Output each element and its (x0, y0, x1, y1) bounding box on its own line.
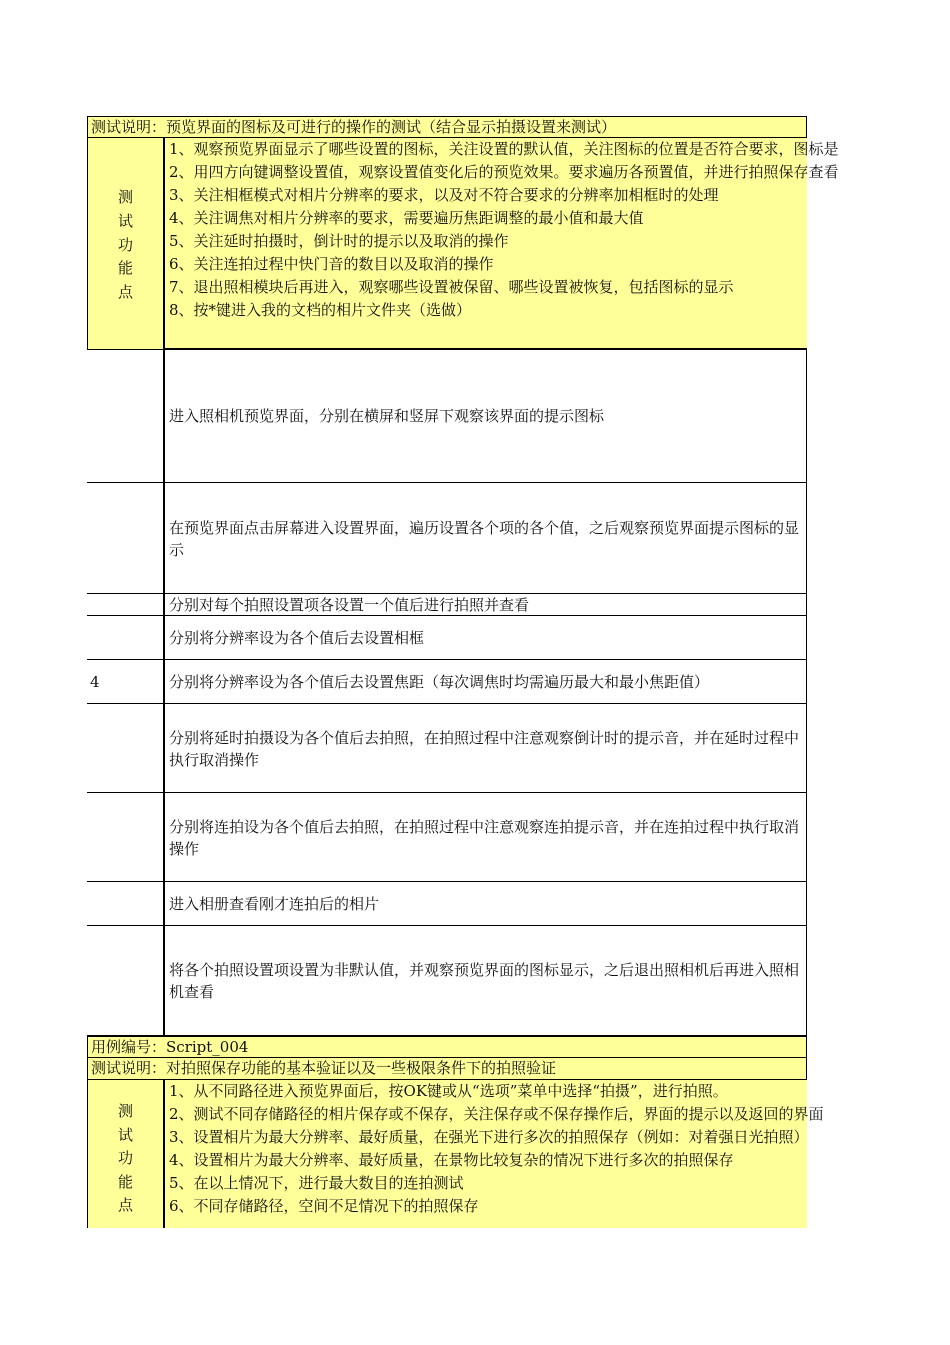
function-points-cell (163, 1080, 824, 1228)
step-number (90, 704, 164, 792)
function-point: 8、按*键进入我的文档的相片文件夹（选做） (169, 301, 472, 319)
function-point: 1、从不同路径进入预览界面后，按OK键或从“选项”菜单中选择“拍摄”，进行拍照。 (169, 1082, 728, 1100)
step-number (90, 882, 164, 925)
function-point: 6、关注连拍过程中快门音的数目以及取消的操作 (169, 255, 494, 273)
function-label-char: 点 (117, 1196, 133, 1214)
step-number (90, 793, 164, 881)
step-text: 分别对每个拍照设置项各设置一个值后进行拍照并查看 (169, 596, 530, 614)
function-label-char: 测 (117, 1102, 133, 1120)
function-points-cell (163, 138, 839, 350)
step-text: 在预览界面点击屏幕进入设置界面，遍历设置各个项的各个值，之后观察预览界面提示图标的显示 (169, 519, 800, 559)
step-text-cell (163, 483, 807, 593)
step-text-cell (163, 704, 807, 792)
step-text-cell (163, 882, 807, 925)
step-text-cell (163, 793, 807, 881)
step-row (87, 793, 807, 882)
step-number: 4 (90, 673, 100, 691)
function-label-char: 试 (117, 1126, 133, 1144)
step-number (90, 926, 164, 1035)
function-point: 7、退出照相模块后再进入，观察哪些设置被保留、哪些设置被恢复，包括图标的显示 (169, 278, 734, 296)
function-points-label-cell (87, 138, 164, 350)
step-row (87, 349, 807, 483)
step-row (87, 616, 807, 660)
case-id-row (87, 1037, 807, 1058)
step-number (90, 483, 164, 593)
function-point: 3、设置相片为最大分辨率、最好质量，在强光下进行多次的拍照保存（例如：对着强日光拍照） (169, 1128, 809, 1146)
function-point: 2、用四方向键调整设置值，观察设置值变化后的预览效果。要求遍历各预置值，并进行拍照保存查看 (169, 163, 839, 181)
function-label-char: 试 (117, 212, 133, 230)
step-row (87, 594, 807, 616)
step-number (90, 594, 164, 615)
step-text: 分别将延时拍摄设为各个值后去拍照，在拍照过程中注意观察倒计时的提示音，并在延时过程中执行取消操作 (169, 729, 800, 769)
step-row (87, 882, 807, 926)
step-text-cell (163, 926, 807, 1035)
step-text-cell (163, 616, 807, 659)
function-point: 1、观察预览界面显示了哪些设置的图标，关注设置的默认值，关注图标的位置是否符合要求，图标是 (169, 140, 839, 158)
function-label-char: 功 (117, 236, 133, 254)
case-id: 用例编号：Script_004 (91, 1038, 249, 1056)
step-row (87, 704, 807, 793)
function-points-label-cell (87, 1080, 164, 1228)
step-text-cell (163, 594, 807, 615)
function-label-char: 能 (117, 259, 133, 277)
function-label-char: 测 (117, 188, 133, 206)
step-row (87, 660, 807, 704)
step-text: 分别将连拍设为各个值后去拍照，在拍照过程中注意观察连拍提示音，并在连拍过程中执行取消操作 (169, 818, 800, 858)
step-number (90, 349, 164, 482)
test-description-row (87, 1058, 807, 1080)
function-label-char: 功 (117, 1149, 133, 1167)
function-point: 6、不同存储路径，空间不足情况下的拍照保存 (169, 1197, 479, 1215)
function-point: 4、设置相片为最大分辨率、最好质量，在景物比较复杂的情况下进行多次的拍照保存 (169, 1151, 734, 1169)
function-point: 3、关注相框模式对相片分辨率的要求，以及对不符合要求的分辨率加相框时的处理 (169, 186, 719, 204)
function-label-char: 点 (117, 283, 133, 301)
test-description-row (87, 116, 807, 138)
function-point: 4、关注调焦对相片分辨率的要求，需要遍历焦距调整的最小值和最大值 (169, 209, 644, 227)
step-number (90, 616, 164, 659)
step-row (87, 926, 807, 1037)
step-text: 进入照相机预览界面，分别在横屏和竖屏下观察该界面的提示图标 (169, 407, 605, 425)
step-text: 进入相册查看刚才连拍后的相片 (169, 895, 380, 913)
step-text: 分别将分辨率设为各个值后去设置相框 (169, 629, 425, 647)
step-text: 将各个拍照设置项设置为非默认值，并观察预览界面的图标显示，之后退出照相机后再进入照相机查看 (169, 961, 800, 1001)
function-point: 2、测试不同存储路径的相片保存或不保存，关注保存或不保存操作后，界面的提示以及返回的界面 (169, 1105, 824, 1123)
function-point: 5、关注延时拍摄时，倒计时的提示以及取消的操作 (169, 232, 509, 250)
test-description: 测试说明：预览界面的图标及可进行的操作的测试（结合显示拍摄设置来测试） (91, 118, 617, 136)
function-point: 5、在以上情况下，进行最大数目的连拍测试 (169, 1174, 464, 1192)
step-text-cell (163, 348, 807, 483)
function-label-char: 能 (117, 1173, 133, 1191)
step-text: 分别将分辨率设为各个值后去设置焦距（每次调焦时均需遍历最大和最小焦距值） (169, 673, 710, 691)
test-description: 测试说明：对拍照保存功能的基本验证以及一些极限条件下的拍照验证 (91, 1059, 557, 1077)
step-row (87, 483, 807, 594)
step-text-cell (163, 660, 807, 703)
